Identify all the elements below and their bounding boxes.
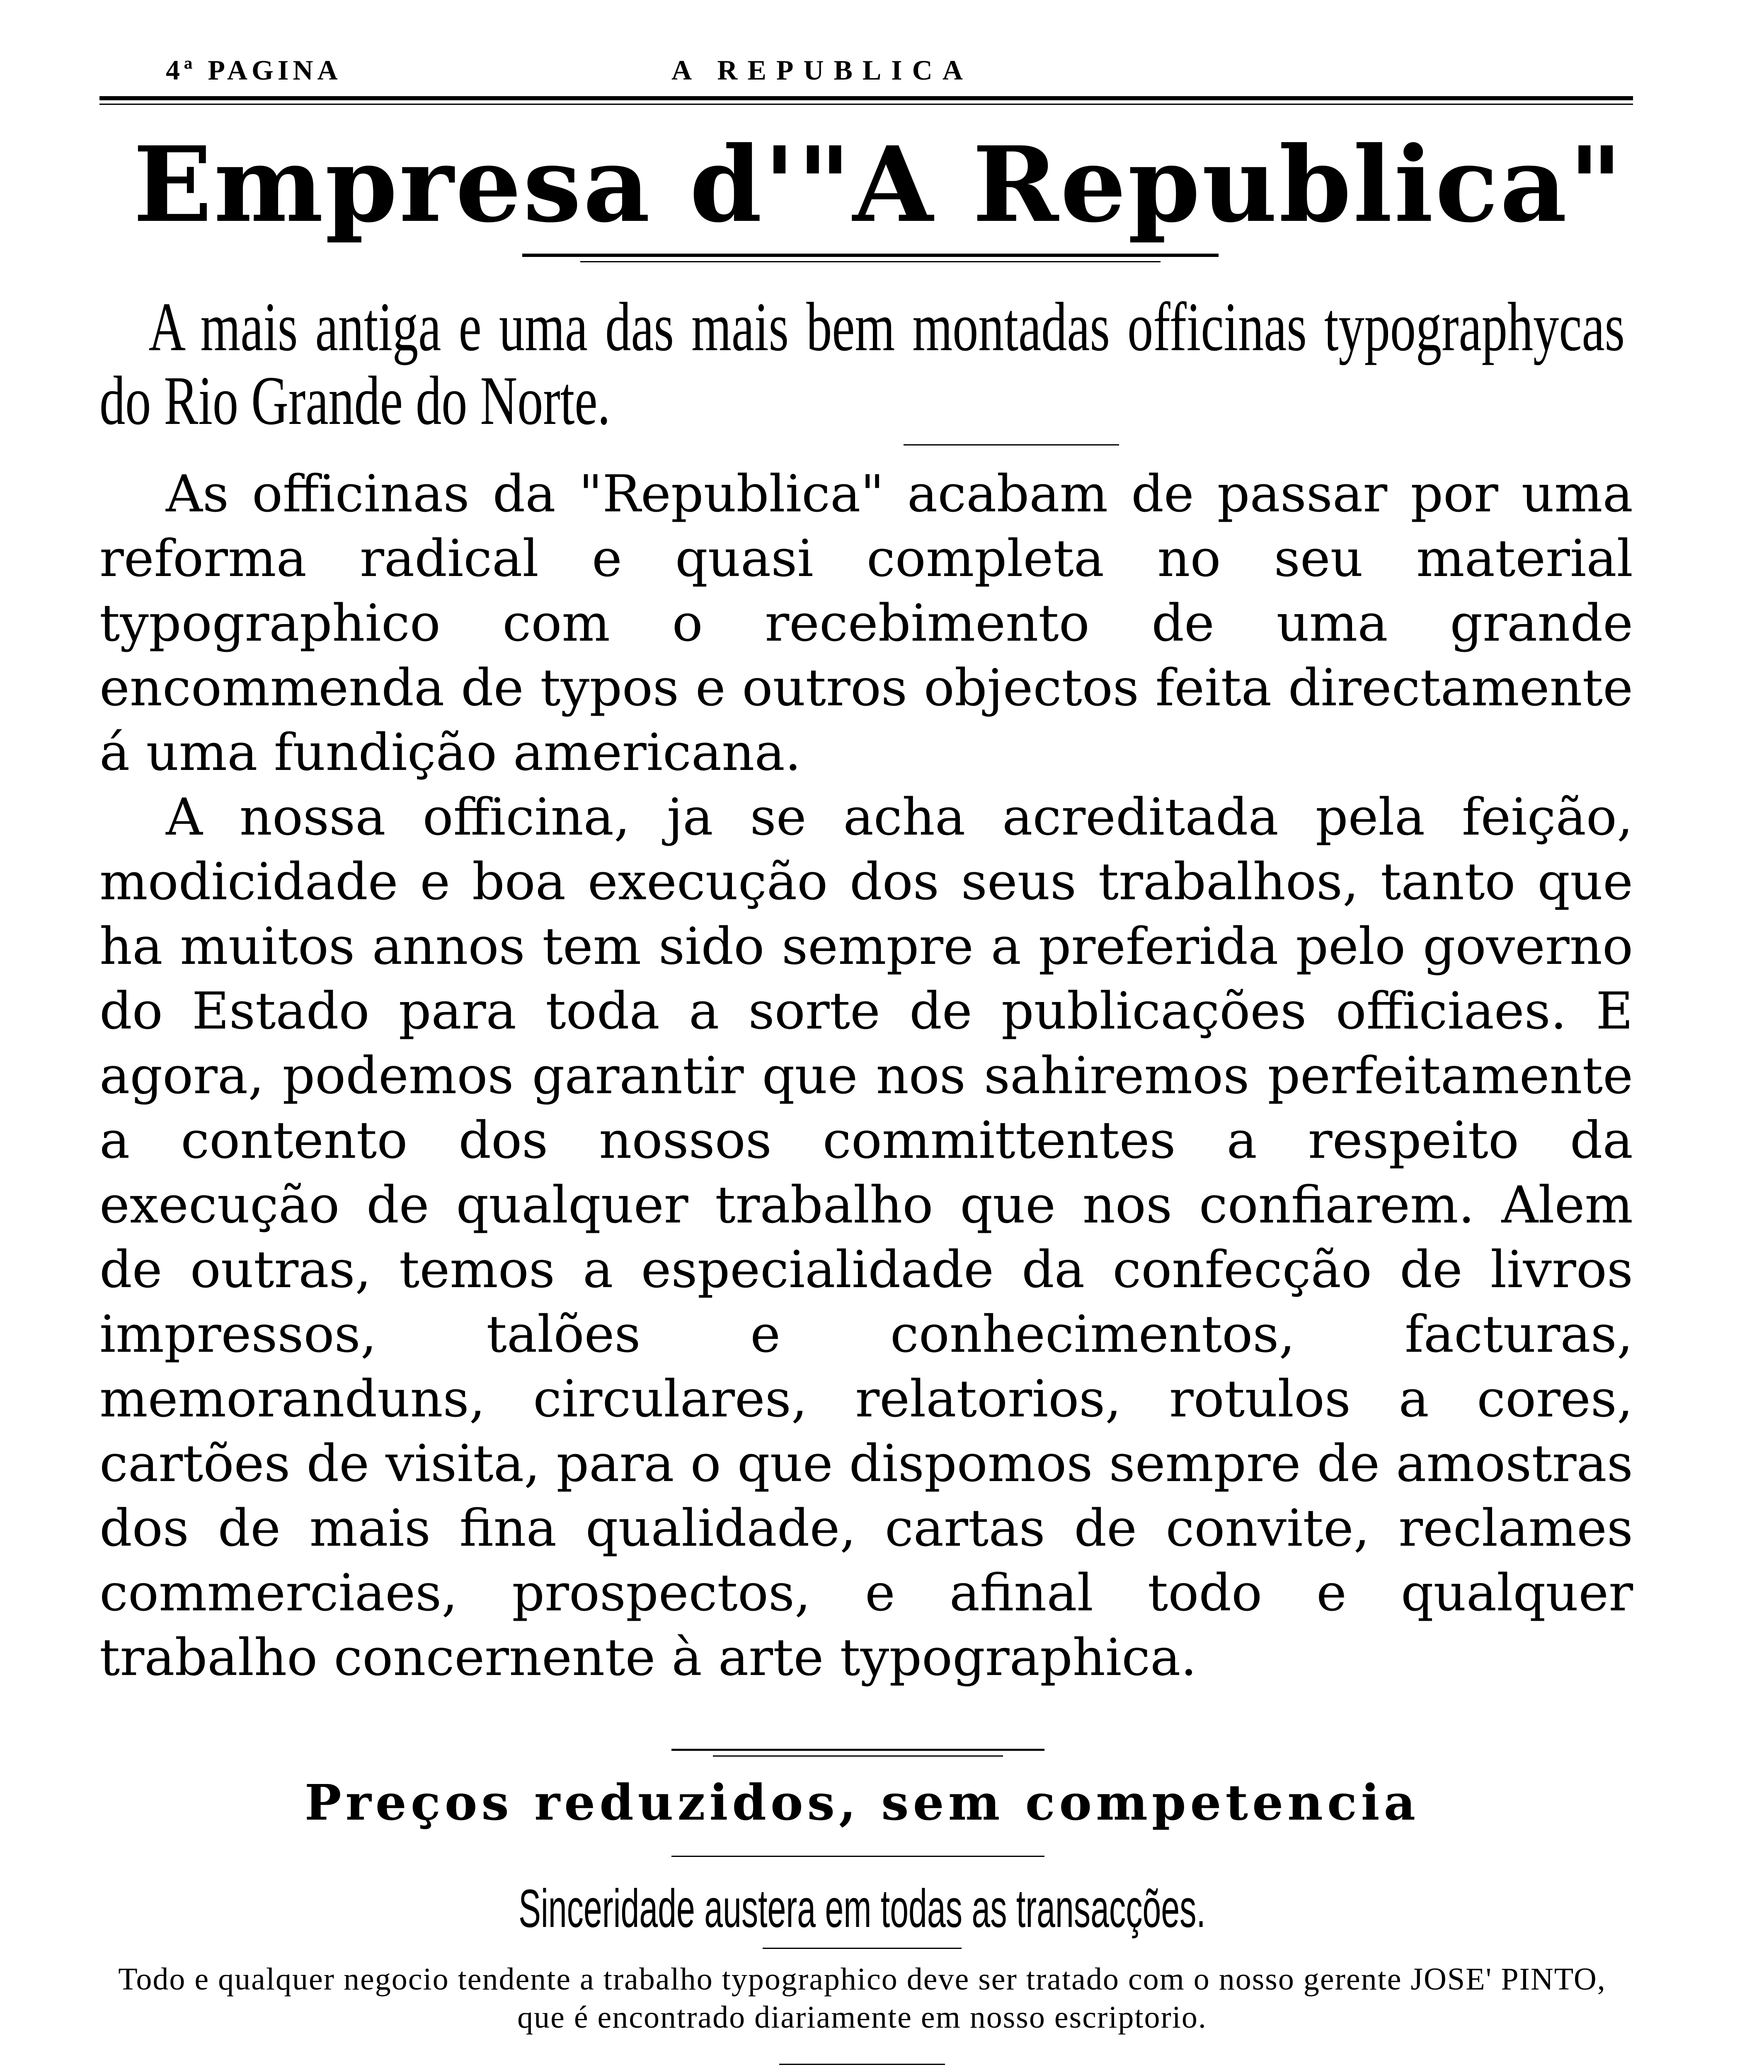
body-text: [99, 462, 1633, 1690]
page-number-label: 4ª PAGINA: [166, 54, 342, 86]
body-paragraph-1: As officinas da "Republica" acabam de passar por uma reforma radical e quasi completa no seu material typographico com o recebimento de uma grande encommenda de typos e outros objectos feita directamente á uma fundição americana.: [99, 465, 1633, 782]
sincerity-rule: [763, 1948, 962, 1949]
intro-text: A mais antiga e uma das mais bem montadas officinas typographycas do Rio Grande do Norte.: [99, 288, 1625, 439]
page-header: [166, 54, 1658, 91]
intro-paragraph: [99, 288, 1625, 439]
body-paragraph-2: A nossa officina, ja se acha acreditada pela feição, modicidade e boa execução dos seus trabalhos, tanto que ha muitos annos tem sido sempre a preferida pelo governo do Estado para toda a sorte de publicações officiaes. E agora, podemos garantir que nos sahiremos perfeitamente a contento dos nossos committentes a respeito da execução de qualquer trabalho que nos confiarem. Alem de outras, temos a especialidade da confecção de livros impressos, talões e conhecimentos, facturas, memoranduns, circulares, relatorios, rotulos a cores, cartões de visita, para o que dispomos sempre de amostras dos de mais fina qualidade, cartas de convite, reclames commerciaes, prospectos, e afinal todo e qualquer trabalho concernente à arte typographica.: [99, 788, 1633, 1687]
prices-rule-bottom: [671, 1856, 1044, 1857]
intro-rule: [904, 444, 1119, 445]
title-underline-thin: [580, 261, 1161, 262]
sincerity-text: Sinceridade austera em todas as transacções.: [519, 1878, 1206, 1939]
header-rule: [99, 96, 1633, 100]
manager-rule: [779, 2064, 945, 2065]
newspaper-name: A REPUBLICA: [671, 54, 973, 86]
title-underline: [522, 254, 1219, 257]
prices-rule-top: [671, 1749, 1044, 1751]
prices-heading: Preços reduzidos, sem competencia: [304, 1774, 1420, 1831]
manager-notice: Todo e qualquer negocio tendente a trabalho typographico deve ser tratado com o nosso gerente JOSE' PINTO, que é encontrado diariamente em nosso escriptorio.: [118, 1962, 1606, 2035]
advert-title: Empresa d'"A Republica": [133, 123, 1624, 245]
sincerity-line: [519, 1877, 1206, 1939]
prices-rule-top-thin: [713, 1755, 1003, 1757]
header-rule-thin: [99, 104, 1633, 105]
